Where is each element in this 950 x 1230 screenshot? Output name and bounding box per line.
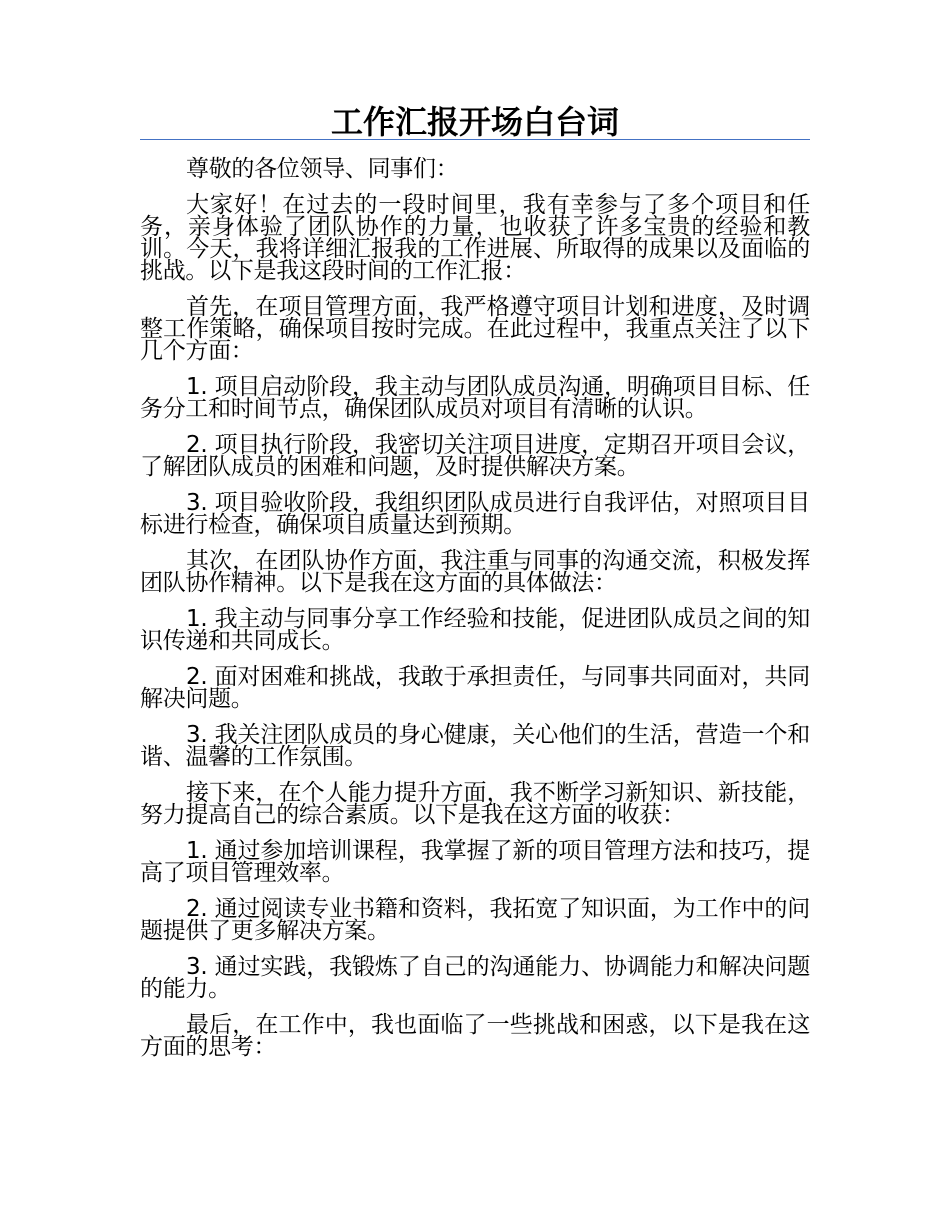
paragraph-project-management: 首先，在项目管理方面，我严格遵守项目计划和进度，及时调整工作策略，确保项目按时完成。在此过程中，我重点关注了以下几个方面： [140, 294, 810, 364]
paragraph-item: 3. 项目验收阶段，我组织团队成员进行自我评估，对照项目目标进行检查，确保项目质量达到预期。 [140, 490, 810, 538]
paragraph-item: 1. 项目启动阶段，我主动与团队成员沟通，明确项目目标、任务分工和时间节点，确保团队成员对项目有清晰的认识。 [140, 374, 810, 422]
paragraph-personal-growth: 接下来，在个人能力提升方面，我不断学习新知识、新技能，努力提高自己的综合素质。以下是我在这方面的收获： [140, 780, 810, 828]
paragraph-teamwork: 其次，在团队协作方面，我注重与同事的沟通交流，积极发挥团队协作精神。以下是我在这方面的具体做法： [140, 548, 810, 596]
title-underline [140, 139, 810, 140]
paragraph-item: 3. 通过实践，我锻炼了自己的沟通能力、协调能力和解决问题的能力。 [140, 954, 810, 1002]
paragraph-item: 3. 我关注团队成员的身心健康，关心他们的生活，营造一个和谐、温馨的工作氛围。 [140, 722, 810, 770]
paragraph-item: 1. 我主动与同事分享工作经验和技能，促进团队成员之间的知识传递和共同成长。 [140, 606, 810, 654]
document-body [140, 158, 810, 1072]
paragraph-item: 2. 项目执行阶段，我密切关注项目进度，定期召开项目会议，了解团队成员的困难和问题，及时提供解决方案。 [140, 432, 810, 480]
paragraph-item: 2. 通过阅读专业书籍和资料，我拓宽了知识面，为工作中的问题提供了更多解决方案。 [140, 896, 810, 944]
paragraph-item: 2. 面对困难和挑战，我敢于承担责任，与同事共同面对，共同解决问题。 [140, 664, 810, 712]
paragraph-item: 1. 通过参加培训课程，我掌握了新的项目管理方法和技巧，提高了项目管理效率。 [140, 838, 810, 886]
paragraph-salutation: 尊敬的各位领导、同事们： [186, 156, 459, 182]
paragraph-greeting: 大家好！在过去的一段时间里，我有幸参与了多个项目和任务，亲身体验了团队协作的力量，也收获了许多宝贵的经验和教训。今天，我将详细汇报我的工作进展、所取得的成果以及面临的挑战。以下是我这段时间的工作汇报： [140, 192, 810, 284]
document-title: 工作汇报开场白台词 [330, 103, 619, 141]
paragraph-challenges: 最后，在工作中，我也面临了一些挑战和困惑，以下是我在这方面的思考： [140, 1012, 810, 1060]
